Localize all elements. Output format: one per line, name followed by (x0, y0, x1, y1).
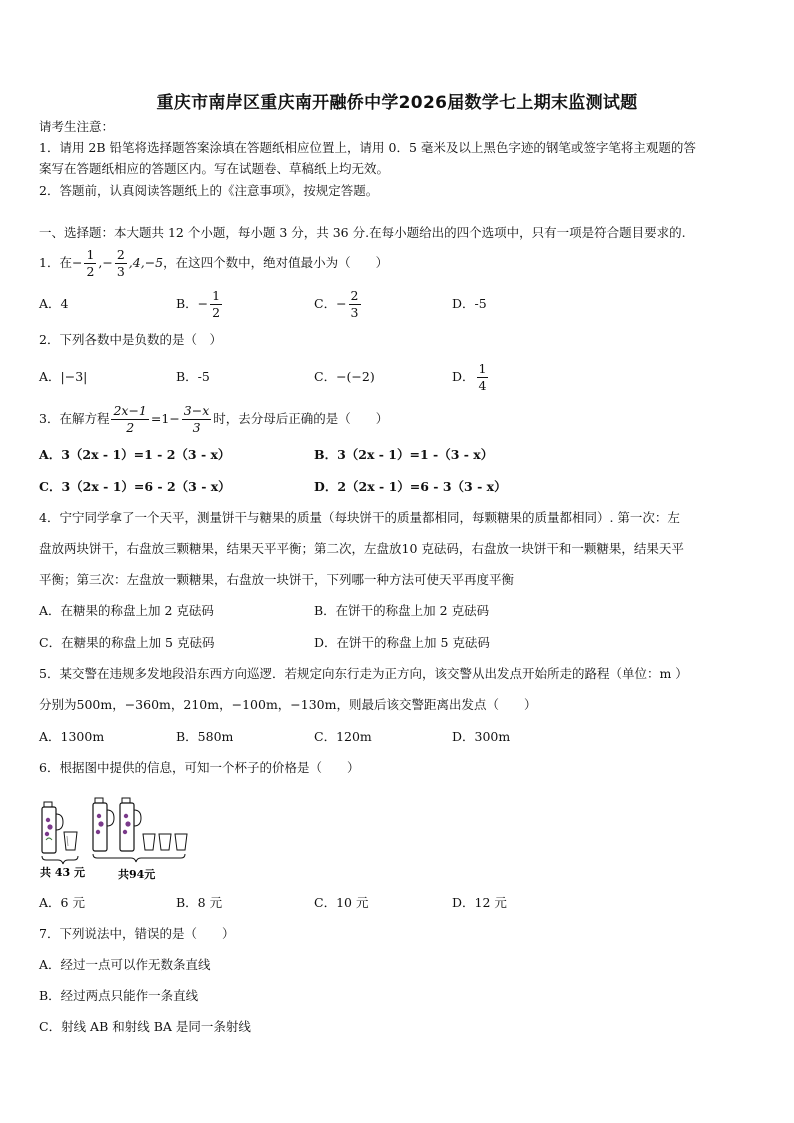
q3-option-c: C．3（2x - 1）=6 - 2（3 - x） (39, 479, 231, 494)
q3-l-den: 2 (126, 420, 135, 435)
q3-prefix: 3．在解方程 (39, 411, 110, 426)
q1-f1-num: 1 (86, 247, 95, 262)
page-title: 重庆市南岸区重庆南开融侨中学2026届数学七上期末监测试题 (156, 93, 638, 113)
cup-icon (64, 832, 77, 850)
question-6-stem: 6．根据图中提供的信息，可知一个杯子的价格是（ ） (39, 760, 360, 775)
q1-c-label: C．− (314, 296, 347, 311)
q1-f1-den: 2 (86, 264, 95, 279)
q1-c-fraction (349, 288, 361, 321)
question-5-line-2: 分别为500m，−360m，210m，−100m，−130m，则最后该交警距离出发点（ ） (39, 697, 537, 712)
q1-comma: ,− (98, 255, 113, 270)
q6-option-b: B．8 元 (176, 895, 223, 910)
thermos-icon (120, 798, 141, 851)
q2-d-label: D． (452, 369, 475, 384)
thermos-icon (42, 802, 63, 853)
section-heading: 一、选择题：本大题共 12 个小题，每小题 3 分，共 36 分.在每小题给出的四个选项中，只有一项是符合题目要求的. (39, 225, 686, 240)
q1-b-label: B．− (176, 296, 209, 311)
thermos-cups-figure (38, 796, 198, 880)
q4-option-a: A．在糖果的称盘上加 2 克砝码 (39, 603, 214, 618)
question-3-stem (39, 400, 388, 438)
q2-d-num: 1 (478, 361, 487, 376)
q4-option-b: B．在饼干的称盘上加 2 克砝码 (314, 603, 490, 618)
q3-suffix: 时，去分母后正确的是（ ） (213, 411, 389, 426)
q2-option-a: A．|−3| (39, 369, 88, 384)
question-4-line-2: 盘放两块饼干，右盘放三颗糖果，结果天平平衡；第二次，左盘放10 克砝码，右盘放一块饼干和一颗糖果，结果天平 (39, 541, 684, 556)
notice-heading: 请考生注意： (39, 119, 115, 134)
group-2-price-label: 共94元 (118, 868, 156, 880)
q1-fraction-1 (84, 247, 96, 280)
question-4-line-1: 4．宁宁同学拿了一个天平，测量饼干与糖果的质量（每块饼干的质量都相同，每颗糖果的质量都相同）. 第一次：左 (39, 510, 680, 525)
q3-r-num: 3−x (183, 403, 210, 418)
thermos-icon (93, 798, 114, 851)
q3-option-b: B．3（2x - 1）=1 -（3 - x） (314, 447, 494, 462)
notice-item-1b: 案写在答题纸相应的答题区内。写在试题卷、草稿纸上均无效。 (39, 161, 390, 176)
q1-option-d: D．-5 (452, 296, 487, 311)
brace-1 (42, 856, 78, 864)
q3-option-d: D．2（2x - 1）=6 - 3（3 - x） (314, 479, 507, 494)
q7-option-b: B．经过两点只能作一条直线 (39, 988, 199, 1003)
q5-option-c: C．120m (314, 729, 372, 744)
question-7-stem: 7．下列说法中，错误的是（ ） (39, 926, 235, 941)
q1-suffix: ，在这四个数中，绝对值最小为（ ） (163, 255, 389, 270)
q2-d-fraction (477, 361, 489, 394)
notice-item-2: 2．答题前，认真阅读答题纸上的《注意事项》，按规定答题。 (39, 183, 379, 198)
question-2-stem: 2．下列各数中是负数的是（ ） (39, 332, 222, 347)
q2-option-b: B．-5 (176, 369, 210, 384)
q1-c-den: 3 (350, 305, 359, 320)
q6-option-a: A．6 元 (39, 895, 85, 910)
cup-icon (175, 834, 187, 850)
q3-option-a: A．3（2x - 1）=1 - 2（3 - x） (39, 447, 231, 462)
q6-option-c: C．10 元 (314, 895, 369, 910)
q3-r-den: 3 (192, 420, 201, 435)
q1-c-num: 2 (350, 288, 359, 303)
q3-left-fraction (111, 403, 148, 436)
q1-option-a: A．4 (39, 296, 69, 311)
q7-option-c: C．射线 AB 和射线 BA 是同一条射线 (39, 1019, 251, 1034)
q1-prefix: 1．在 (39, 255, 72, 270)
group-1-price-label: 共 43 元 (40, 866, 85, 879)
q1-fraction-2 (115, 247, 127, 280)
q5-option-a: A．1300m (39, 729, 105, 744)
q5-option-b: B．580m (176, 729, 234, 744)
q6-option-d: D．12 元 (452, 895, 507, 910)
question-4-line-3: 平衡；第三次：左盘放一颗糖果，右盘放一块饼干，下列哪一种方法可使天平再度平衡 (39, 572, 515, 587)
notice-item-1a: 1．请用 2B 铅笔将选择题答案涂填在答题纸相应位置上，请用 0．5 毫米及以上黑色字迹的钢笔或签字笔将主观题的答 (39, 140, 696, 155)
question-1-stem (39, 244, 388, 282)
cup-icon (159, 834, 171, 850)
q3-l-num: 2x−1 (113, 403, 147, 418)
q4-option-d: D．在饼干的称盘上加 5 克砝码 (314, 635, 490, 650)
q1-option-b (176, 285, 224, 323)
q1-b-num: 1 (212, 288, 221, 303)
q2-option-c: C．−(−2) (314, 369, 375, 384)
q5-option-d: D．300m (452, 729, 511, 744)
q2-option-d (452, 358, 490, 396)
q2-d-den: 4 (478, 378, 487, 393)
q1-f2-den: 3 (116, 264, 125, 279)
q1-rest: ,4,−5 (128, 255, 164, 270)
q1-f2-num: 2 (116, 247, 125, 262)
q1-b-den: 2 (212, 305, 221, 320)
q7-option-a: A．经过一点可以作无数条直线 (39, 957, 211, 972)
q3-right-fraction (182, 403, 211, 436)
q1-option-c (314, 285, 363, 323)
q1-b-fraction (210, 288, 222, 321)
cup-icon (143, 834, 155, 850)
q4-option-c: C．在糖果的称盘上加 5 克砝码 (39, 635, 215, 650)
brace-2 (93, 854, 185, 862)
question-5-line-1: 5．某交警在违规多发地段沿东西方向巡逻．若规定向东行走为正方向，该交警从出发点开始所走的路程（单位：m ） (39, 666, 688, 681)
q1-neg: − (71, 255, 83, 270)
q3-mid: =1− (150, 411, 180, 426)
